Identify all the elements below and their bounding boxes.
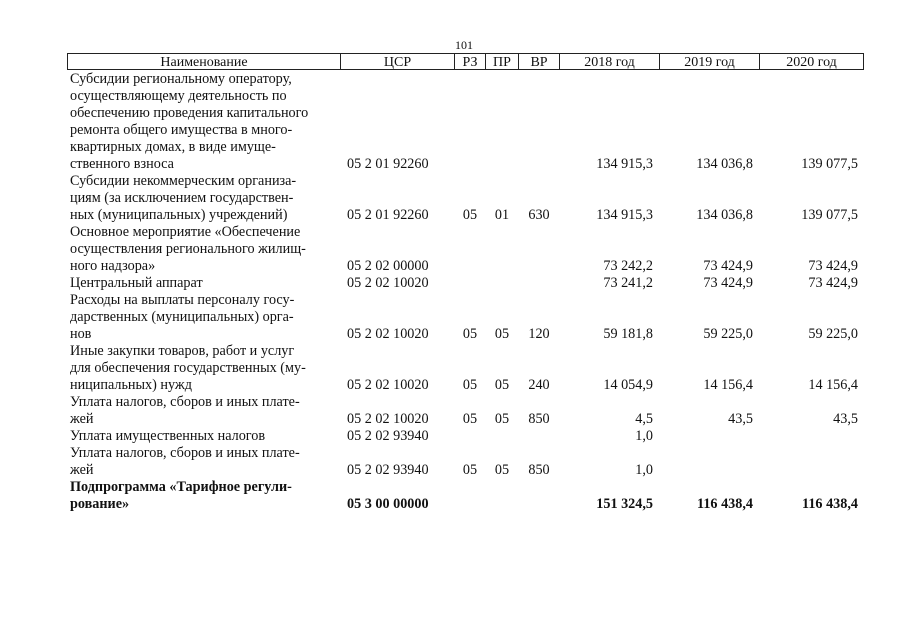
row-y2018: 134 915,3 xyxy=(596,156,653,172)
row-name-line: Субсидии некоммерческим организа- xyxy=(70,173,297,189)
header-2020: 2020 год xyxy=(759,53,864,70)
row-name-line: Расходы на выплаты персоналу госу- xyxy=(70,292,295,308)
row-name-line: жей xyxy=(70,462,94,478)
row-y2019: 43,5 xyxy=(728,411,753,427)
row-y2018: 73 242,2 xyxy=(603,258,653,274)
row-name-line: Уплата налогов, сборов и иных плате- xyxy=(70,445,300,461)
row-pr: 05 xyxy=(494,411,510,427)
row-y2018: 59 181,8 xyxy=(603,326,653,342)
row-csr: 05 2 02 10020 xyxy=(347,275,429,291)
row-csr: 05 2 02 93940 xyxy=(347,462,429,478)
row-name-line: осуществляющему деятельность по xyxy=(70,88,287,104)
row-name-line: дарственных (муниципальных) орга- xyxy=(70,309,294,325)
row-name-line: рование» xyxy=(70,496,130,512)
row-name-line: Центральный аппарат xyxy=(70,275,203,291)
row-rz: 05 xyxy=(462,207,478,223)
row-name-line: Уплата имущественных налогов xyxy=(70,428,266,444)
row-y2020: 59 225,0 xyxy=(808,326,858,342)
row-y2020: 73 424,9 xyxy=(808,258,858,274)
row-name-line: ремонта общего имущества в много- xyxy=(70,122,293,138)
row-name-line: Уплата налогов, сборов и иных плате- xyxy=(70,394,300,410)
row-csr: 05 3 00 00000 xyxy=(347,496,429,512)
row-y2019: 116 438,4 xyxy=(697,496,753,512)
row-y2019: 73 424,9 xyxy=(703,275,753,291)
row-y2019: 134 036,8 xyxy=(696,156,753,172)
row-csr: 05 2 02 10020 xyxy=(347,377,429,393)
row-name-line: для обеспечения государственных (му- xyxy=(70,360,306,376)
row-y2019: 134 036,8 xyxy=(696,207,753,223)
row-rz: 05 xyxy=(462,462,478,478)
row-y2020: 14 156,4 xyxy=(808,377,858,393)
header-2018: 2018 год xyxy=(559,53,660,70)
row-name-line: нов xyxy=(70,326,92,342)
row-y2019: 73 424,9 xyxy=(703,258,753,274)
row-y2018: 1,0 xyxy=(635,462,653,478)
row-name-line: осуществления регионального жилищ- xyxy=(70,241,306,257)
row-vr: 850 xyxy=(528,462,550,478)
row-vr: 850 xyxy=(528,411,550,427)
row-y2018: 1,0 xyxy=(635,428,653,444)
row-y2018: 4,5 xyxy=(635,411,653,427)
page-number: 101 xyxy=(455,38,473,52)
header-rz: РЗ xyxy=(454,53,486,70)
row-y2019: 14 156,4 xyxy=(703,377,753,393)
row-name-line: ных (муниципальных) учреждений) xyxy=(70,207,288,223)
row-vr: 630 xyxy=(528,207,550,223)
header-pr: ПР xyxy=(485,53,519,70)
row-y2020: 43,5 xyxy=(833,411,858,427)
header-2019: 2019 год xyxy=(659,53,760,70)
row-name-line: ственного взноса xyxy=(70,156,174,172)
header-name: Наименование xyxy=(67,53,341,70)
row-y2019: 59 225,0 xyxy=(703,326,753,342)
row-y2018: 134 915,3 xyxy=(596,207,653,223)
row-name-line: Основное мероприятие «Обеспечение xyxy=(70,224,301,240)
row-y2020: 139 077,5 xyxy=(801,156,858,172)
row-y2020: 139 077,5 xyxy=(801,207,858,223)
row-csr: 05 2 02 10020 xyxy=(347,326,429,342)
row-csr: 05 2 01 92260 xyxy=(347,156,429,172)
row-name-line: Иные закупки товаров, работ и услуг xyxy=(70,343,295,359)
row-name-line: циям (за исключением государствен- xyxy=(70,190,294,206)
row-rz: 05 xyxy=(462,326,478,342)
row-y2018: 14 054,9 xyxy=(603,377,653,393)
row-name-line: ниципальных) нужд xyxy=(70,377,192,393)
row-name-line: жей xyxy=(70,411,94,427)
row-csr: 05 2 02 93940 xyxy=(347,428,429,444)
row-vr: 120 xyxy=(528,326,550,342)
row-csr: 05 2 01 92260 xyxy=(347,207,429,223)
row-vr: 240 xyxy=(528,377,550,393)
row-pr: 05 xyxy=(494,377,510,393)
row-rz: 05 xyxy=(462,411,478,427)
row-csr: 05 2 02 10020 xyxy=(347,411,429,427)
row-rz: 05 xyxy=(462,377,478,393)
row-csr: 05 2 02 00000 xyxy=(347,258,429,274)
row-y2020: 73 424,9 xyxy=(808,275,858,291)
row-name-line: Субсидии региональному оператору, xyxy=(70,71,292,87)
row-pr: 05 xyxy=(494,462,510,478)
row-name-line: обеспечению проведения капитального xyxy=(70,105,309,121)
row-name-line: квартирных домах, в виде имуще- xyxy=(70,139,276,155)
row-pr: 01 xyxy=(494,207,510,223)
header-csr: ЦСР xyxy=(340,53,455,70)
row-pr: 05 xyxy=(494,326,510,342)
row-y2020: 116 438,4 xyxy=(802,496,858,512)
row-name-line: ного надзора» xyxy=(70,258,156,274)
row-y2018: 73 241,2 xyxy=(603,275,653,291)
row-name-line: Подпрограмма «Тарифное регули- xyxy=(70,479,292,495)
header-vr: ВР xyxy=(518,53,560,70)
row-y2018: 151 324,5 xyxy=(596,496,653,512)
